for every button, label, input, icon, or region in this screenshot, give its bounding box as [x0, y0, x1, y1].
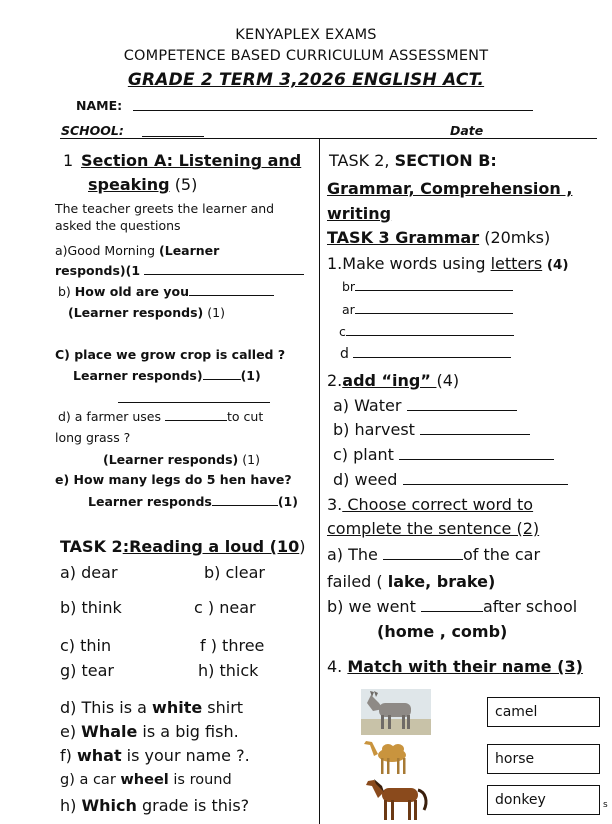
- question-c-answer-line-2: [118, 402, 270, 403]
- sentence-g: [60, 772, 232, 788]
- reading-word-a: a) dear: [60, 563, 118, 582]
- question-3-title-2: complete the sentence (2): [327, 519, 540, 538]
- task-2-reading-heading: [60, 537, 306, 556]
- column-divider: [319, 138, 320, 824]
- name-box-horse: horse: [487, 744, 600, 774]
- ing-word-b-line: [420, 434, 530, 435]
- task-2-label: TASK 2: [60, 537, 123, 556]
- question-2: [327, 371, 459, 390]
- edge-mark: s: [603, 800, 608, 810]
- question-d-responds: [103, 452, 260, 467]
- donkey-picture-icon: [361, 689, 431, 735]
- letters-d-line: [353, 357, 511, 358]
- question-3a-options: [327, 572, 495, 591]
- sentence-g-bold: wheel: [120, 772, 169, 788]
- question-3b-choices: (home , comb): [377, 622, 508, 641]
- ing-word-a-text: a) Water: [333, 396, 402, 415]
- question-a-responds: [55, 263, 304, 278]
- horse-picture-icon: [362, 776, 436, 822]
- camel-picture-icon: [358, 738, 420, 776]
- question-2-title: add “ing”: [342, 371, 437, 390]
- task-2-close-paren: ): [299, 537, 306, 556]
- sentence-g-3: is round: [168, 772, 232, 788]
- question-b-answer-line: [189, 295, 274, 296]
- sentence-e-3: is a big fish.: [137, 722, 239, 741]
- sentence-e-bold: Whale: [81, 722, 138, 741]
- name-line: [133, 110, 533, 111]
- question-c-responds-text: Learner responds): [73, 368, 203, 383]
- ing-word-a: [333, 396, 517, 415]
- question-3b-text-2: after school: [482, 597, 578, 616]
- ing-word-d-line: [403, 484, 568, 485]
- question-c-answer-line: [203, 379, 241, 380]
- question-3a-text: a) The: [327, 545, 383, 564]
- school-line: [142, 136, 204, 137]
- question-a: [55, 243, 219, 258]
- sentence-f-3: is your name ?.: [121, 746, 250, 765]
- question-d-text: d) a farmer uses: [58, 409, 162, 424]
- section-a-title-2: [88, 175, 197, 194]
- question-e-text: e) How many legs do 5 hen have?: [55, 472, 292, 487]
- question-d-text-3: long grass ?: [55, 430, 131, 445]
- question-1-text: 1.Make words using: [327, 254, 491, 273]
- letters-br: [342, 279, 513, 294]
- reading-word-h: h) thick: [198, 661, 259, 680]
- letters-ar-text: ar: [342, 302, 355, 317]
- question-e-responds: [88, 494, 298, 509]
- sentence-f: [60, 746, 250, 765]
- reading-word-b2: b) think: [60, 598, 122, 617]
- sentence-h: [60, 796, 249, 815]
- question-1-letters: letters: [490, 254, 543, 273]
- question-a-answer-line: [144, 274, 304, 275]
- question-2-marks: (4): [436, 371, 460, 390]
- task-3-marks: (20mks): [479, 228, 551, 247]
- sentence-e: [60, 722, 239, 741]
- sentence-d-1: d) This is a: [60, 698, 153, 717]
- question-3a-text-2: of the car: [462, 545, 541, 564]
- question-c-text: C) place we grow crop is called ?: [55, 347, 286, 362]
- question-d: [58, 409, 263, 424]
- question-b-responds: [68, 305, 225, 320]
- assessment-title: COMPETENCE BASED CURRICULUM ASSESSMENT: [123, 48, 489, 64]
- question-1-marks: (4): [542, 257, 569, 273]
- question-3a-choices: lake, brake): [387, 572, 496, 591]
- reading-word-c2: c) thin: [60, 636, 112, 655]
- sentence-f-bold: what: [76, 746, 122, 765]
- ing-word-b: [333, 420, 530, 439]
- name-label: NAME:: [76, 98, 123, 113]
- question-b-label: b): [58, 284, 71, 299]
- sentence-g-1: g) a car: [60, 772, 121, 788]
- ing-word-d-text: d) weed: [333, 470, 398, 489]
- task-3-heading: [327, 228, 550, 247]
- question-3b: [327, 597, 577, 616]
- question-3-number: 3.: [327, 495, 343, 514]
- table-top-rule: [60, 138, 597, 139]
- section-a-number: 1: [63, 151, 74, 170]
- letters-c: [339, 324, 514, 339]
- question-a-learner: (Learner: [159, 243, 220, 258]
- question-b-text: How old are you: [74, 284, 189, 299]
- question-a-responds-text: responds)(1: [55, 263, 141, 278]
- name-box-donkey: donkey: [487, 785, 600, 815]
- question-3b-blank: [421, 611, 483, 612]
- question-1: [327, 254, 569, 273]
- ing-word-a-line: [407, 410, 517, 411]
- letters-d-text: d: [340, 346, 349, 362]
- letters-ar-line: [355, 313, 513, 314]
- reading-word-c: c ) near: [194, 598, 256, 617]
- question-d-marks: (1): [242, 452, 260, 467]
- letters-br-text: br: [342, 279, 356, 294]
- question-b: [58, 284, 274, 299]
- section-b-label: SECTION B:: [394, 151, 497, 170]
- letters-br-line: [355, 290, 513, 291]
- letters-ar: [342, 302, 513, 317]
- sentence-h-1: h): [60, 796, 82, 815]
- question-3-title: Choose correct word to: [342, 495, 534, 514]
- sentence-d-bold: white: [152, 698, 203, 717]
- question-3a-blank: [383, 559, 463, 560]
- question-3: [327, 495, 533, 514]
- reading-word-g: g) tear: [60, 661, 114, 680]
- reading-word-b: b) clear: [204, 563, 265, 582]
- question-d-blank: [165, 420, 227, 421]
- task-2-section-b-label: TASK 2,: [329, 151, 395, 170]
- question-3b-text: b) we went: [327, 597, 421, 616]
- section-a-title: Section A: Listening and: [81, 151, 302, 170]
- sentence-h-bold: Which: [81, 796, 137, 815]
- question-4: [327, 657, 583, 676]
- question-d-text-2: to cut: [227, 409, 264, 424]
- intro-line-1: The teacher greets the learner and: [55, 201, 275, 216]
- task-2-section-b: [329, 151, 497, 170]
- intro-line-2: asked the questions: [55, 218, 181, 233]
- date-label: Date: [450, 123, 484, 138]
- ing-word-c-text: c) plant: [333, 445, 394, 464]
- section-b-subtitle-2: writing: [327, 204, 392, 223]
- question-c-responds: [73, 368, 261, 383]
- question-4-number: 4.: [327, 657, 348, 676]
- letters-c-text: c: [339, 324, 346, 339]
- section-a-marks: (5): [174, 175, 198, 194]
- question-2-number: 2.: [327, 371, 343, 390]
- question-a-text: a)Good Morning: [55, 243, 156, 258]
- question-4-title: Match with their name (3): [347, 657, 583, 676]
- ing-word-c-line: [399, 459, 554, 460]
- sentence-e-1: e): [60, 722, 82, 741]
- sentence-h-3: grade is this?: [136, 796, 250, 815]
- exam-title: GRADE 2 TERM 3,2026 ENGLISH ACT.: [127, 70, 485, 90]
- ing-word-c: [333, 445, 554, 464]
- ing-word-b-text: b) harvest: [333, 420, 415, 439]
- question-e-responds-text: Learner responds: [88, 494, 212, 509]
- section-b-subtitle-1: Grammar, Comprehension ,: [327, 179, 573, 198]
- section-a-title-speaking: speaking: [88, 175, 170, 194]
- name-box-camel: camel: [487, 697, 600, 727]
- letters-d: [340, 346, 511, 362]
- letters-c-line: [346, 335, 514, 336]
- question-e-marks: (1): [277, 494, 298, 509]
- question-3a-text-3: failed (: [327, 572, 388, 591]
- sentence-d-3: shirt: [202, 698, 244, 717]
- ing-word-d: [333, 470, 568, 489]
- question-e-answer-line: [212, 505, 278, 506]
- task-3-title: TASK 3 Grammar: [327, 228, 480, 247]
- exam-org: KENYAPLEX EXAMS: [235, 27, 377, 43]
- question-d-responds-text: (Learner responds): [103, 452, 239, 467]
- reading-word-f: f ) three: [200, 636, 265, 655]
- task-2-reading-title: :Reading a loud (10: [122, 537, 300, 556]
- sentence-f-1: f): [60, 746, 77, 765]
- question-3a: [327, 545, 540, 564]
- sentence-d: [60, 698, 243, 717]
- question-c-marks: (1): [240, 368, 261, 383]
- school-label: SCHOOL:: [61, 123, 124, 138]
- question-b-marks: (1): [207, 305, 225, 320]
- question-b-responds-text: (Learner responds): [68, 305, 204, 320]
